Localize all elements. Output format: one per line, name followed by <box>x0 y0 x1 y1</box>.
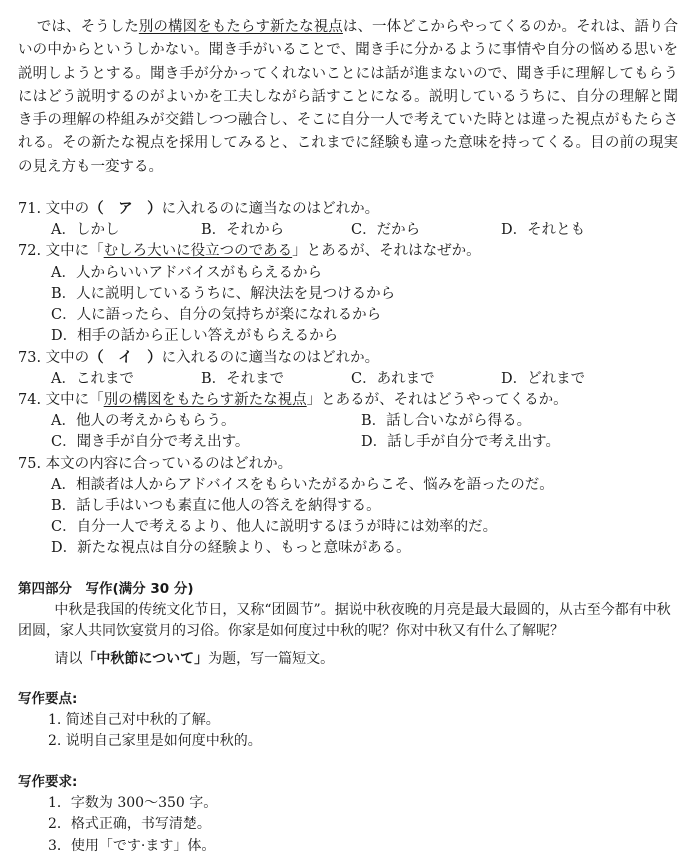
option-a: A．これまで <box>51 370 134 387</box>
prompt-topic: 「中秋節について」 <box>82 650 209 667</box>
question-number: 72. <box>18 243 42 260</box>
option-a: A．相談者は人からアドバイスをもらいたがるからこそ、悩みを語ったのだ。 <box>51 476 554 493</box>
question-number: 75. <box>18 455 42 472</box>
passage-underlined-phrase: 別の構図をもたらす新たな視点 <box>138 19 343 35</box>
question-text: 文中に「 <box>45 243 104 260</box>
question-71 <box>18 199 678 220</box>
options-74-row-2 <box>18 432 678 453</box>
question-text: に入れるのに適当なのはどれか。 <box>161 349 380 366</box>
option-d: D．話し手が自分で考え出す。 <box>361 434 560 451</box>
question-text: 」とあるが、それはなぜか。 <box>292 243 481 260</box>
question-block <box>18 199 678 559</box>
question-text: 本文の内容に合っているのはどれか。 <box>45 455 293 472</box>
requirement-item: 2．格式正确，书写清楚。 <box>48 816 211 833</box>
option-b: B．話し手はいつも素直に他人の答えを納得する。 <box>51 497 381 514</box>
option-a: A．人からいいアドバイスがもらえるから <box>51 264 323 281</box>
prompt-text: 为题，写一篇短文。 <box>208 650 335 667</box>
options-71 <box>18 220 678 241</box>
question-number: 74. <box>18 391 42 408</box>
requirement-item: 3．使用「です·ます」体。 <box>48 837 216 854</box>
section-title: 第四部分 写作(满分 30 分) <box>18 580 194 597</box>
question-number: 71. <box>18 201 42 218</box>
question-number: 73. <box>18 349 42 366</box>
option-c: C．自分一人で考えるより、他人に説明するほうが時には効率的だ。 <box>51 519 498 536</box>
quoted-phrase: むしろ大いに役立つのである <box>103 243 293 260</box>
options-74-row-1 <box>18 411 678 432</box>
option-d: D．それとも <box>501 222 586 239</box>
passage-text-1: では、そうした <box>36 19 139 35</box>
passage-text-2: は、一体どこからやってくるのか。それは、語り合いの中からというしかない。聞き手がいることで、聞き手に分かるように事情や自分の悩める思いを説明しようとする。聞き手が分かってくれないことには話が進まないので、聞き手に理解してもらうにはどう説明するのがよいかを工夫しながら話すことになる。説明しているうちに、自分の理解と聞き手の理解の枠組みが交錯しつつ融合し、そこに自分一人で考えていた時とは違った視点がもたらされる。その新たな視点を採用してみると、これまでに経験も違った意味を持ってくる。目の前の現実の見え方も一変する。 <box>18 19 679 175</box>
option-b: B．人に説明しているうちに、解決法を見つけるから <box>51 285 396 302</box>
option-a: A．他人の考えからもらう。 <box>51 413 236 430</box>
blank-marker: （ イ ） <box>89 349 162 366</box>
question-text: に入れるのに適当なのはどれか。 <box>161 201 380 218</box>
requirements-heading: 写作要求: <box>18 773 78 790</box>
option-a: A．しかし <box>51 222 120 239</box>
writing-section <box>18 578 678 858</box>
question-74 <box>18 390 678 411</box>
blank-marker: （ ア ） <box>89 201 162 218</box>
reading-passage <box>18 16 678 179</box>
option-c: C．人に語ったら、自分の気持ちが楽になれるから <box>51 307 382 324</box>
points-heading: 写作要点: <box>18 690 78 707</box>
options-73 <box>18 369 678 390</box>
option-b: B．話し合いながら得る。 <box>361 413 532 430</box>
requirement-item: 1．字数为 300～350 字。 <box>48 794 218 811</box>
prompt-text: 请以 <box>54 650 83 667</box>
question-text: 文中の <box>45 201 90 218</box>
point-item: 1. 简述自己对中秋的了解。 <box>48 711 220 728</box>
option-d: D．相手の話から正しい答えがもらえるから <box>51 328 339 345</box>
quoted-phrase: 別の構図をもたらす新たな視点 <box>103 391 307 408</box>
option-b: B．それまで <box>201 370 285 387</box>
question-text: 文中に「 <box>45 391 104 408</box>
question-text: 文中の <box>45 349 90 366</box>
writing-intro: 中秋是我国的传统文化节日，又称“团圆节”。据说中秋夜晚的月亮是最大最圆的，从古至今都有中秋团圆，家人共同饮宴赏月的习俗。你家是如何度过中秋的呢？你对中秋又有什么了解呢？ <box>18 601 671 639</box>
writing-prompt <box>18 648 678 670</box>
question-75 <box>18 454 678 475</box>
option-d: D．新たな視点は自分の経験より、もっと意味がある。 <box>51 540 411 557</box>
option-d: D．どれまで <box>501 370 586 387</box>
question-text: 」とあるが、それはどうやってくるか。 <box>306 391 568 408</box>
option-c: C．聞き手が自分で考え出す。 <box>51 434 250 451</box>
option-c: C．だから <box>351 222 421 239</box>
question-72 <box>18 241 678 262</box>
question-73 <box>18 348 678 369</box>
point-item: 2. 说明自己家里是如何度中秋的。 <box>48 733 262 750</box>
option-c: C．あれまで <box>351 370 435 387</box>
option-b: B．それから <box>201 222 285 239</box>
